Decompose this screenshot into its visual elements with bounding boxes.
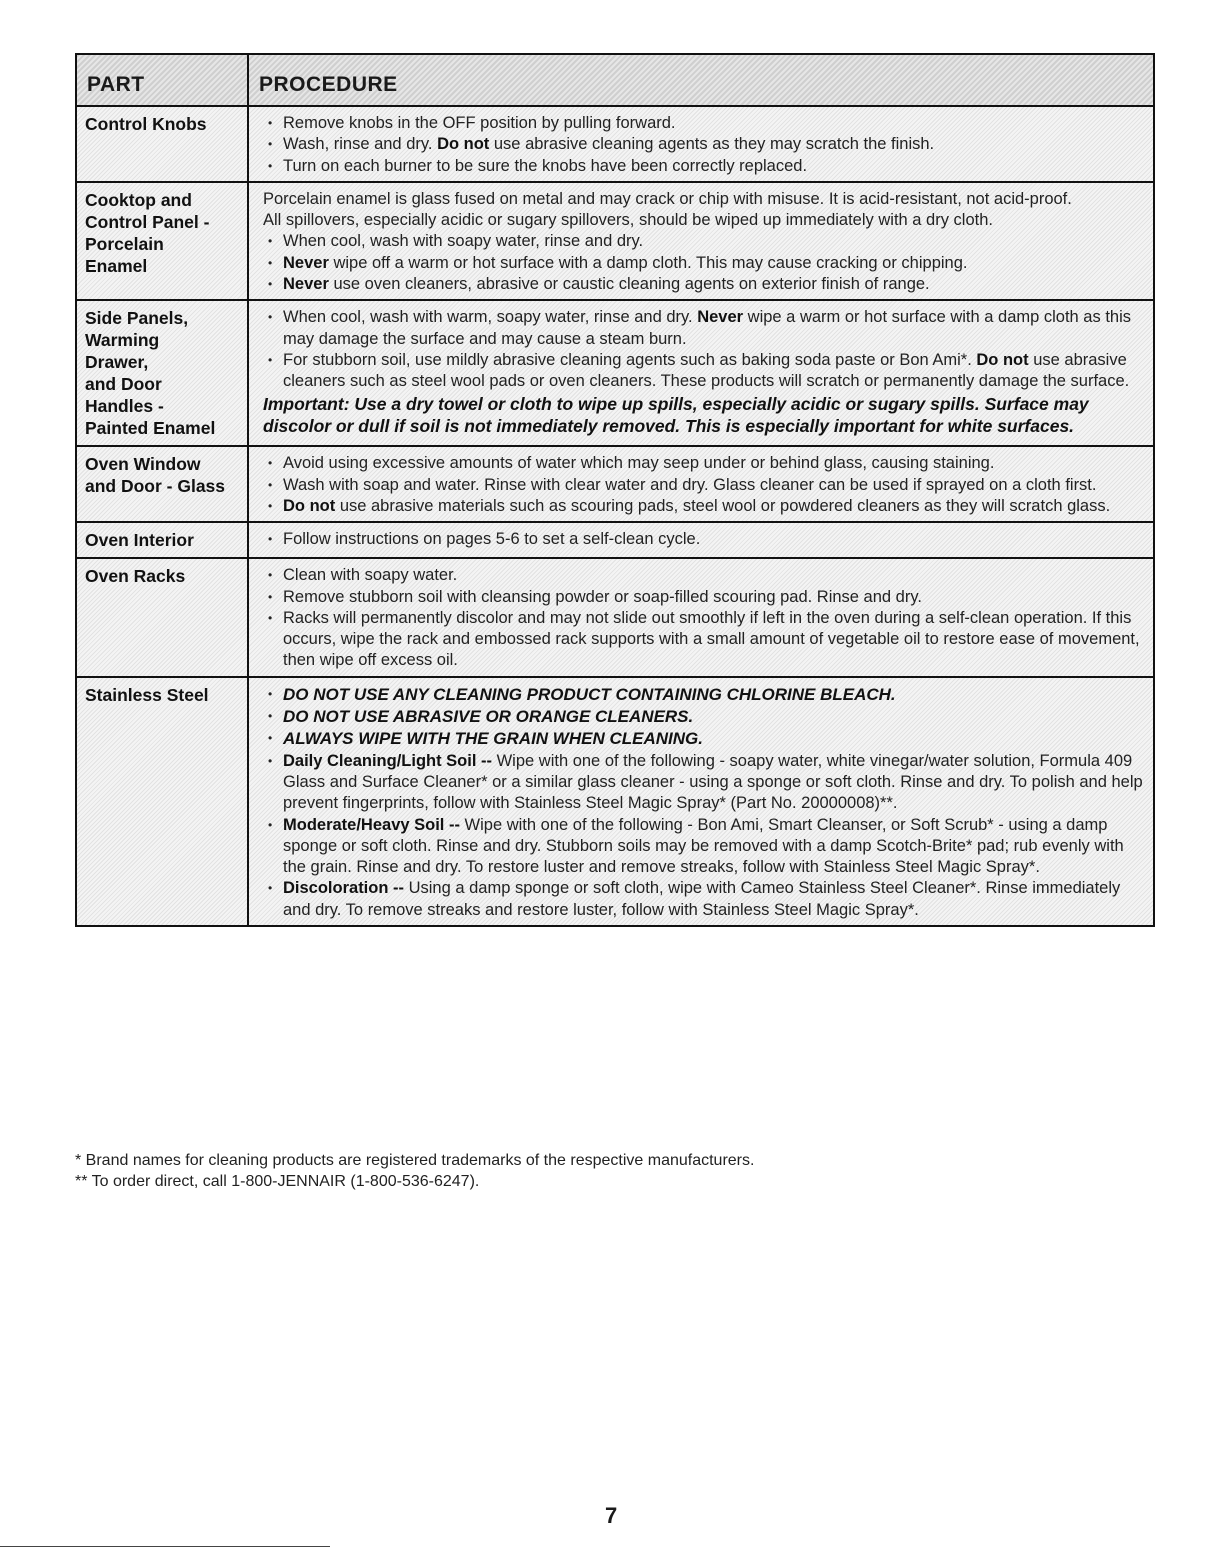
item-text: Remove knobs in the OFF position by pulling forward.: [283, 114, 676, 132]
part-name: [77, 559, 249, 675]
item-text: When cool, wash with warm, soapy water, rinse and dry.: [283, 308, 698, 327]
bullet-item: [263, 274, 1147, 295]
warning-item: [263, 728, 1147, 750]
part-name-line: Enamel: [85, 255, 148, 276]
bottom-rule: [0, 1546, 330, 1547]
item-text: Wipe with one of the following - soapy water, white vinegar/water solution, Formula 409 Glass and Surface Cleaner* or a similar glass cleaner - using a sponge or soft cloth. Rinse and dry. To polish and help prevent fingerprints, follow with Stainless Steel Magic Spray* (Part No. 20000008)**.: [283, 751, 1143, 813]
table-row: [77, 523, 1153, 559]
item-text: Wipe with one of the following - Bon Ami, Smart Cleanser, or Soft Scrub* - using a damp sponge or soft cloth. Rinse and dry. Stubborn soils may be removed with a damp Scotch-Brite* pad; rub evenly with the grain. Rinse and dry. To restore luster and remove streaks, follow with Stainless Steel Magic Spray*.: [283, 815, 1124, 877]
bullet-item: [263, 529, 1147, 550]
warning-item: [263, 684, 1147, 706]
procedure-paragraph: [263, 189, 1147, 210]
part-name-line: Oven Racks: [85, 566, 186, 587]
part-name: [77, 678, 249, 925]
part-name-line: Drawer,: [85, 352, 149, 373]
header-part: PART: [87, 73, 145, 96]
item-emphasis: Never: [283, 275, 329, 294]
item-text: All spillovers, especially acidic or sugary spillovers, should be wiped up immediately with a dry cloth.: [263, 211, 993, 230]
item-emphasis: Never: [697, 308, 744, 327]
item-text: When cool, wash with soapy water, rinse and dry.: [283, 232, 644, 251]
bullet-item: [263, 587, 1147, 608]
item-text: Turn on each burner to be sure the knobs have been correctly replaced.: [283, 156, 808, 175]
part-name-line: Oven Interior: [85, 530, 194, 551]
item-emphasis: Do not: [976, 350, 1029, 369]
item-text: Using a damp sponge or soft cloth, wipe with Cameo Stainless Steel Cleaner*. Rinse immediately and dry. To remove streaks and restore luster, follow with Stainless Steel Magic Spray*.: [283, 879, 1121, 919]
bullet-item: [263, 113, 1147, 134]
item-text: Clean with soapy water.: [283, 566, 458, 585]
procedure: [249, 183, 1153, 299]
item-emphasis: Do not: [283, 496, 336, 515]
bullet-item: [263, 496, 1147, 517]
part-name-line: Control Knobs: [85, 114, 207, 134]
item-text: Avoid using excessive amounts of water which may seep under or behind glass, causing staining.: [283, 454, 995, 473]
table-row: [77, 107, 1153, 183]
item-text: use oven cleaners, abrasive or caustic cleaning agents on exterior finish of range.: [328, 275, 930, 294]
item-emphasis: Daily Cleaning/Light Soil --: [283, 751, 493, 770]
item-text: wipe a warm or hot surface with a damp cloth as this may damage the surface and may cause a steam burn.: [283, 308, 1131, 348]
bullet-item: [263, 231, 1147, 252]
bullet-item: [263, 253, 1147, 274]
item-text: Wash, rinse and dry.: [283, 135, 438, 154]
item-text: For stubborn soil, use mildly abrasive cleaning agents such as baking soda paste or Bon Ami*.: [283, 350, 977, 369]
procedure: [249, 678, 1153, 925]
bullet-item: [263, 453, 1147, 474]
item-text: Porcelain enamel is glass fused on metal and may crack or chip with misuse. It is acid-resistant, not acid-proof.: [263, 189, 1072, 208]
bullet-item: [263, 815, 1147, 879]
header-part-cell: [77, 55, 249, 105]
part-name-line: Painted Enamel: [85, 418, 216, 439]
item-text: Important: Use a dry towel or cloth to wipe up spills, especially acidic or sugary spills. Surface may discolor or dull if soil is not immediately removed. This is especially important for white surfaces.: [263, 393, 1089, 436]
bullet-item: [263, 307, 1147, 350]
header-procedure: PROCEDURE: [259, 73, 398, 96]
procedure-paragraph: [263, 210, 1147, 231]
item-emphasis: Discoloration --: [283, 879, 405, 898]
table-row: [77, 447, 1153, 523]
item-text: DO NOT USE ANY CLEANING PRODUCT CONTAINING CHLORINE BLEACH.: [283, 684, 896, 704]
part-name: [77, 447, 249, 521]
bullet-item: [263, 134, 1147, 155]
bullet-item: [263, 475, 1147, 496]
part-name-line: Warming: [85, 330, 160, 351]
table-row: [77, 678, 1153, 925]
header-procedure-cell: [249, 55, 398, 105]
warning-item: [263, 706, 1147, 728]
table-row: [77, 183, 1153, 301]
table-row: [77, 559, 1153, 677]
procedure: [249, 523, 1153, 557]
item-text: ALWAYS WIPE WITH THE GRAIN WHEN CLEANING.: [283, 729, 703, 749]
part-name-line: Stainless Steel: [85, 684, 209, 705]
part-name-line: Oven Window: [85, 454, 201, 475]
item-text: use abrasive cleaning agents as they may scratch the finish.: [489, 135, 935, 154]
care-table: [75, 53, 1155, 927]
bullet-item: [263, 350, 1147, 393]
procedure: [249, 107, 1153, 181]
part-name-line: Handles -: [85, 396, 164, 417]
bullet-item: [263, 565, 1147, 586]
footnote-order: ** To order direct, call 1-800-JENNAIR (1-800-536-6247).: [75, 1173, 480, 1190]
item-text: use abrasive cleaners such as steel wool pads or oven cleaners. These products will scratch or permanently damage the surface.: [283, 350, 1130, 391]
part-name-line: Cooktop and: [85, 189, 192, 210]
item-text: Follow instructions on pages 5-6 to set a self-clean cycle.: [283, 530, 701, 549]
item-text: DO NOT USE ABRASIVE OR ORANGE CLEANERS.: [283, 707, 694, 727]
footnote-brands: * Brand names for cleaning products are registered trademarks of the respective manufacturers.: [75, 1152, 755, 1169]
part-name: [77, 183, 249, 299]
item-text: use abrasive materials such as scouring pads, steel wool or powdered cleaners as they will scratch glass.: [335, 496, 1111, 515]
bullet-item: [263, 751, 1147, 815]
procedure: [249, 559, 1153, 675]
bullet-item: [263, 156, 1147, 177]
item-text: Remove stubborn soil with cleansing powder or soap-filled scouring pad. Rinse and dry.: [283, 587, 922, 606]
part-name: [77, 107, 249, 181]
important-note: [263, 393, 1147, 437]
bullet-item: [263, 608, 1147, 672]
item-text: wipe off a warm or hot surface with a damp cloth. This may cause cracking or chipping.: [328, 253, 968, 272]
page-number: 7: [605, 1503, 618, 1528]
table-row: [77, 301, 1153, 447]
part-name-line: Control Panel -: [85, 211, 210, 232]
part-name: [77, 523, 249, 557]
item-emphasis: Moderate/Heavy Soil --: [283, 815, 460, 834]
part-name-line: Porcelain: [85, 233, 164, 254]
bullet-item: [263, 878, 1147, 921]
part-name-line: and Door - Glass: [85, 476, 226, 497]
table-body: [77, 107, 1153, 925]
item-text: Racks will permanently discolor and may not slide out smoothly if left in the oven during a self-clean operation. If this occurs, wipe the rack and embossed rack supports with a small amount of vegetable oil to restore ease of movement, then wipe off excess oil.: [283, 608, 1140, 670]
item-text: Wash with soap and water. Rinse with clear water and dry. Glass cleaner can be used if sprayed on a cloth first.: [283, 475, 1097, 494]
procedure: [249, 447, 1153, 521]
table-header: [77, 55, 1153, 107]
part-name-line: and Door: [85, 374, 162, 395]
part-name: [77, 301, 249, 445]
part-name-line: Side Panels,: [85, 308, 189, 329]
procedure: [249, 301, 1153, 445]
footnotes: [75, 1150, 754, 1192]
item-emphasis: Do not: [437, 135, 490, 154]
item-emphasis: Never: [283, 253, 329, 272]
